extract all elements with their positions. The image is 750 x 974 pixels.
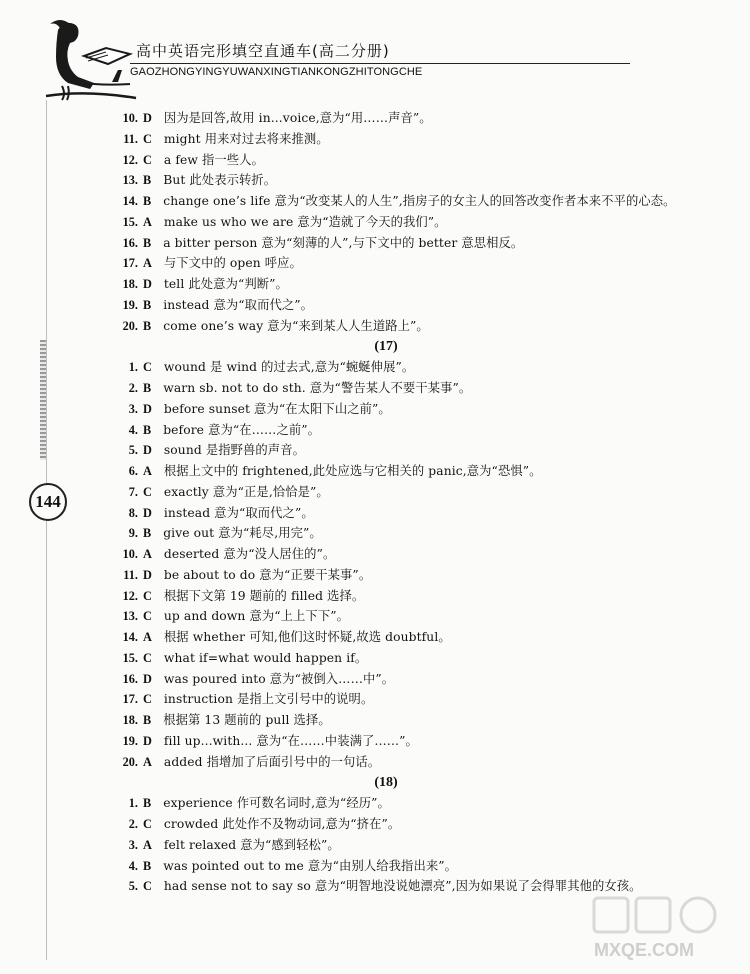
answer-explanation: 根据下文第 19 题前的 filled 选择。 [163, 588, 365, 603]
answer-letter: B [143, 194, 152, 208]
binding-texture [40, 340, 46, 460]
answer-letter: C [143, 879, 152, 894]
question-number: 15. [122, 214, 138, 229]
answer-item [116, 648, 716, 669]
answer-item [116, 856, 716, 877]
answer-item [116, 710, 716, 731]
question-number: 5. [128, 443, 138, 458]
answer-explanation: added 指增加了后面引号中的一句话。 [163, 754, 381, 769]
answer-item [116, 150, 716, 171]
answer-explanation: instead 意为“取而代之”。 [163, 297, 314, 312]
answer-item [116, 108, 716, 129]
question-number: 17. [122, 256, 138, 271]
question-number: 18. [122, 277, 138, 291]
answer-explanation: give out 意为“耗尽,用完”。 [163, 526, 322, 541]
question-number: 3. [128, 401, 138, 416]
question-number: 18. [122, 713, 138, 727]
answer-letter: C [143, 609, 152, 624]
answer-letter: C [143, 817, 152, 831]
answer-explanation: was poured into 意为“被倒入……中”。 [163, 671, 395, 686]
answer-explanation: 根据 whether 可知,他们这时怀疑,故选 doubtful。 [163, 630, 451, 644]
answer-item [116, 440, 716, 461]
answer-letter: D [143, 567, 152, 582]
question-number: 8. [128, 505, 138, 520]
answer-explanation: instruction 是指上文引号中的说明。 [163, 692, 374, 707]
answer-explanation: deserted 意为“没人居住的”。 [163, 547, 336, 561]
answer-item [116, 627, 716, 648]
answer-letter: C [143, 152, 152, 167]
reading-figure-logo [40, 12, 140, 108]
answer-item [116, 378, 716, 399]
question-number: 9. [128, 526, 138, 541]
question-number: 16. [122, 671, 138, 686]
question-number: 20. [122, 318, 138, 333]
question-number: 13. [122, 609, 138, 624]
answer-item [116, 835, 716, 856]
question-number: 11. [123, 131, 138, 146]
answer-explanation: felt relaxed 意为“感到轻松”。 [163, 837, 340, 852]
question-number: 4. [128, 422, 138, 437]
answer-item [116, 170, 716, 191]
question-number: 10. [122, 111, 138, 125]
answer-letter: D [143, 505, 152, 520]
answer-letter: C [143, 692, 152, 707]
answer-explanation: had sense not to say so 意为“明智地没说她漂亮”,因为如果说了会得罪其他的女孩。 [163, 879, 642, 894]
question-number: 17. [122, 692, 138, 707]
answer-letter: D [143, 733, 152, 748]
question-number: 20. [122, 754, 138, 769]
watermark-logo [586, 892, 736, 962]
answer-explanation: up and down 意为“上上下下”。 [163, 609, 350, 624]
question-number: 14. [122, 630, 138, 644]
answer-explanation: come one’s way 意为“来到某人人生道路上”。 [163, 318, 429, 333]
question-number: 4. [128, 858, 138, 873]
question-number: 12. [122, 152, 138, 167]
question-number: 1. [128, 796, 138, 811]
answer-explanation: But 此处表示转折。 [163, 173, 277, 188]
answer-item [116, 586, 716, 607]
answer-letter: A [143, 214, 152, 229]
answer-key-list [116, 108, 716, 897]
answer-letter: B [143, 235, 152, 250]
page-header [0, 0, 750, 110]
question-number: 12. [122, 588, 138, 603]
answer-letter: C [143, 484, 152, 499]
answer-item [116, 814, 716, 835]
answer-item [116, 752, 716, 773]
watermark-text: MXQE.COM [594, 940, 695, 960]
answer-letter: D [143, 277, 152, 291]
answer-explanation: change one’s life 意为“改变某人的人生”,指房子的女主人的回答改变作者本来不平的心态。 [163, 194, 676, 208]
answer-item [116, 253, 716, 274]
answer-item [116, 731, 716, 752]
question-number: 15. [122, 650, 138, 665]
question-number: 7. [128, 484, 138, 499]
question-number: 5. [128, 879, 138, 894]
answer-item [116, 399, 716, 420]
answer-explanation: exactly 意为“正是,恰恰是”。 [163, 484, 329, 499]
answer-explanation: a few 指一些人。 [163, 152, 264, 167]
answer-item [116, 357, 716, 378]
answer-letter: A [143, 547, 152, 561]
answer-letter: B [143, 381, 152, 395]
answer-letter: B [143, 297, 152, 312]
answer-explanation: wound 是 wind 的过去式,意为“蜿蜒伸展”。 [163, 360, 415, 375]
answer-letter: B [143, 858, 152, 873]
question-number: 2. [128, 381, 138, 395]
answer-letter: A [143, 754, 152, 769]
answer-item [116, 274, 716, 295]
answer-item [116, 544, 716, 565]
answer-letter: A [143, 630, 152, 644]
answer-letter: C [143, 131, 152, 146]
section-heading: (18) [374, 775, 398, 791]
answer-item [116, 565, 716, 586]
answer-item [116, 129, 716, 150]
answer-explanation: 根据上文中的 frightened,此处应选与它相关的 panic,意为“恐惧”。 [163, 464, 542, 478]
answer-item [116, 233, 716, 254]
book-title-pinyin: GAOZHONGYINGYUWANXINGTIANKONGZHITONGCHE [130, 66, 423, 78]
answer-letter: B [143, 526, 152, 541]
answer-item [116, 420, 716, 441]
answer-explanation: what if=what would happen if。 [163, 650, 368, 665]
section-heading: (17) [374, 339, 398, 355]
answer-explanation: 因为是回答,故用 in...voice,意为“用……声音”。 [163, 111, 432, 125]
answer-explanation: might 用来对过去将来推测。 [163, 131, 329, 146]
answer-letter: C [143, 360, 152, 375]
answer-item [116, 295, 716, 316]
answer-explanation: experience 作可数名词时,意为“经历”。 [163, 796, 390, 811]
answer-explanation: before sunset 意为“在太阳下山之前”。 [163, 401, 391, 416]
answer-item [116, 523, 716, 544]
answer-explanation: crowded 此处作不及物动词,意为“挤在”。 [163, 817, 401, 831]
question-number: 3. [128, 837, 138, 852]
question-number: 10. [122, 547, 138, 561]
answer-explanation: be about to do 意为“正要干某事”。 [163, 567, 372, 582]
answer-explanation: make us who we are 意为“造就了今天的我们”。 [163, 214, 447, 229]
answer-explanation: a bitter person 意为“刻薄的人”,与下文中的 better 意思相反。 [163, 235, 524, 250]
question-number: 14. [122, 194, 138, 208]
page-number-badge: 144 [29, 483, 67, 521]
answer-letter: D [143, 111, 152, 125]
answer-explanation: warn sb. not to do sth. 意为“警告某人不要干某事”。 [163, 381, 472, 395]
answer-letter: C [143, 650, 152, 665]
answer-item [116, 669, 716, 690]
answer-item [116, 191, 716, 212]
answer-item [116, 212, 716, 233]
answer-explanation: was pointed out to me 意为“由别人给我指出来”。 [163, 858, 458, 873]
answer-letter: D [143, 671, 152, 686]
answer-explanation: tell 此处意为“判断”。 [163, 277, 288, 291]
answer-letter: B [143, 713, 152, 727]
answer-letter: C [143, 588, 152, 603]
answer-letter: A [143, 837, 152, 852]
answer-explanation: before 意为“在……之前”。 [163, 422, 321, 437]
answer-letter: B [143, 796, 152, 811]
book-title: 高中英语完形填空直通车(高二分册) [136, 42, 390, 60]
answer-explanation: sound 是指野兽的声音。 [163, 443, 305, 458]
answer-explanation: 根据第 13 题前的 pull 选择。 [163, 713, 331, 727]
answer-letter: B [143, 318, 152, 333]
answer-item [116, 482, 716, 503]
answer-explanation: fill up...with... 意为“在……中装满了……”。 [163, 733, 418, 748]
answer-explanation: 与下文中的 open 呼应。 [163, 256, 302, 271]
binding-edge [46, 100, 47, 960]
answer-item [116, 503, 716, 524]
answer-item [116, 793, 716, 814]
question-number: 6. [128, 464, 138, 478]
question-number: 11. [123, 567, 138, 582]
question-number: 19. [122, 733, 138, 748]
answer-letter: D [143, 401, 152, 416]
answer-item [116, 316, 716, 337]
answer-item [116, 461, 716, 482]
header-divider [130, 63, 630, 64]
answer-letter: A [143, 464, 152, 478]
question-number: 19. [122, 297, 138, 312]
answer-item [116, 689, 716, 710]
answer-letter: B [143, 422, 152, 437]
answer-letter: A [143, 256, 152, 271]
answer-item [116, 606, 716, 627]
question-number: 1. [128, 360, 138, 375]
answer-explanation: instead 意为“取而代之”。 [163, 505, 314, 520]
answer-letter: B [143, 173, 152, 188]
answer-letter: D [143, 443, 152, 458]
question-number: 13. [122, 173, 138, 188]
question-number: 2. [128, 817, 138, 831]
question-number: 16. [122, 235, 138, 250]
